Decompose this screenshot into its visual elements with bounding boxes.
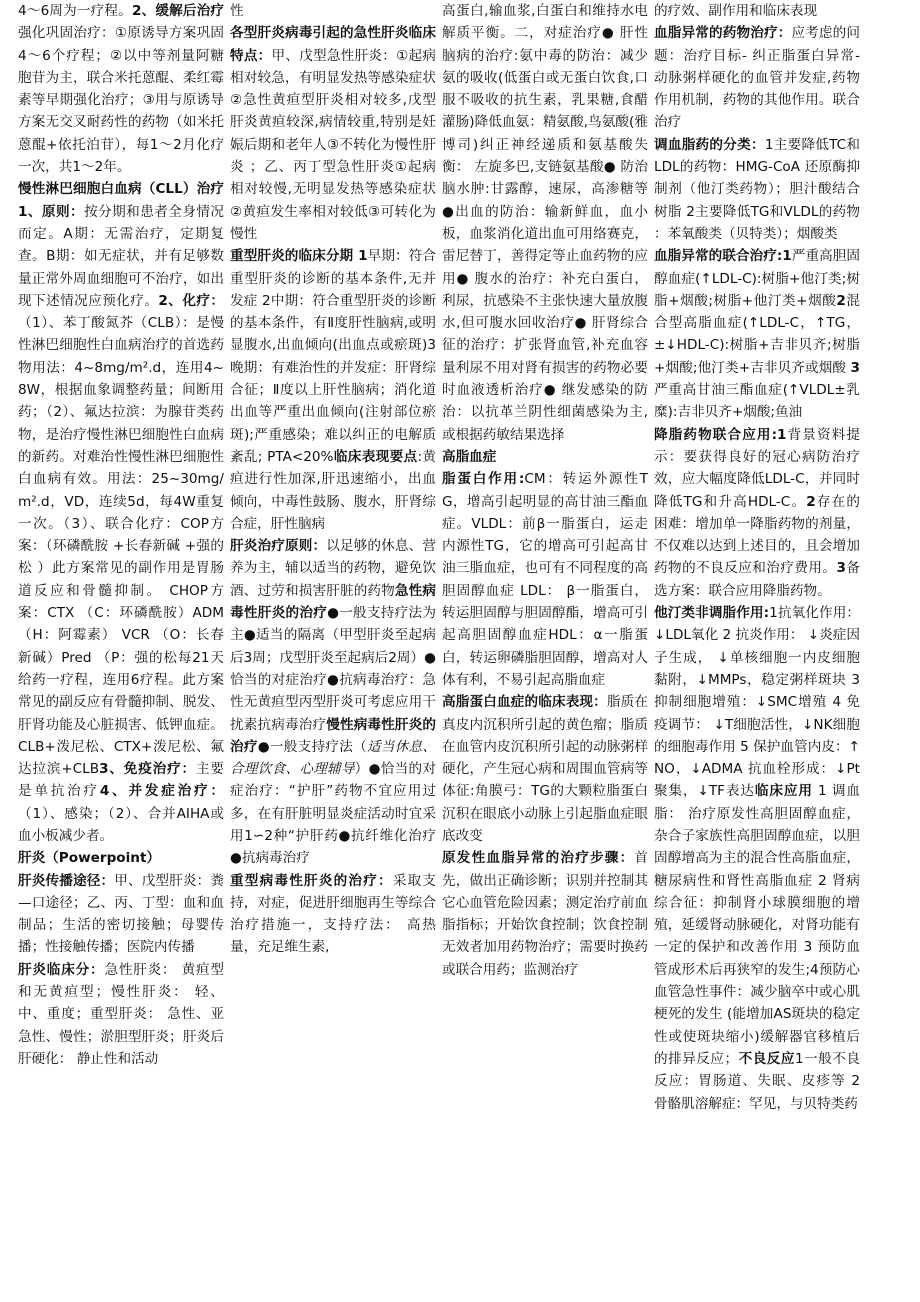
text-run: 应考虑的问题：治疗目标- 纠正脂蛋白异常- 动脉粥样硬化的血管并发症,药物作用机制，药物的其他作用。联合治疗 — [654, 25, 860, 131]
text-run: 1抗氧化作用： ↓LDL氧化 2 抗炎作用： ↓炎症因子生成， ↓单核细胞一内皮细胞黏附，↓MMPs，稳定粥样斑块 3抑制细胞增殖：↓SMC增殖 4 免疫调节： ↓T细胞活性，↓NK细胞的细胞毒作用 5 保护血管内皮：↑NO，↓ADMA 抗血栓形成：↓Pt聚集，↓TF表达 — [654, 605, 860, 800]
text-run: CM：转运外源性TG，增高引起明显的高甘油三酯血症。VLDL：前β一脂蛋白，运走内源性TG，它的增高可引起高甘油三脂血症，也可有不同程度的高胆固醇血症 LDL： β一脂蛋白，转运胆固醇与胆固醇酯，增高可引起高胆固醇血症HDL：α一脂蛋白，转运卵磷脂胆固醇，增高对人体有利，不易引起高脂血症 — [442, 471, 648, 688]
paragraph — [230, 870, 436, 959]
bold-heading-run: 高脂血症 — [442, 448, 497, 465]
paragraph — [18, 959, 224, 1070]
text-run: 采取支持，对症，促进肝细胞再生等综合治疗措施一，支持疗法： 高热量，充足维生素, — [230, 872, 436, 956]
bold-heading-run: 肝炎治疗原则： — [230, 538, 327, 555]
text-column-1 — [18, 0, 224, 1302]
bold-heading-run: 临床应用 — [754, 783, 813, 800]
bold-heading-run: 肝炎（Powerpoint） — [18, 850, 161, 867]
paragraph — [654, 0, 860, 22]
text-run: ●一般支持疗法为主●适当的隔离（甲型肝炎至起病后3周；戊型肝炎至起病后2周）●恰当的对症治疗●抗病毒治疗：急性无黄疸型丙型肝炎可考虑应用干扰素抗病毒治疗 — [230, 605, 436, 733]
bold-heading-run: 2 — [806, 493, 816, 510]
bold-heading-run: 不良反应 — [738, 1050, 795, 1067]
paragraph — [230, 22, 436, 245]
text-run: 存在的困难：增加单一降脂药物的剂量，不仅难以达到上述目的，且会增加药物的不良反应和治疗费用。 — [654, 493, 860, 577]
paragraph — [442, 847, 648, 981]
text-run: 急性肝炎： 黄疸型和无黄疸型；慢性肝炎： 轻、中、重度；重型肝炎： 急性、亚急性、慢性；淤胆型肝炎；肝炎后肝硬化： 静止性和活动 — [18, 961, 224, 1067]
bold-heading-run: 2 — [836, 292, 846, 309]
paragraph — [654, 134, 860, 245]
text-run: 强化巩固治疗：①原诱导方案巩固4～6个疗程；②以中等剂量阿糖胞苷为主，联合米托蒽醌、柔红霉素等早期强化治疗；③用与原诱导方案无交叉耐药性的药物（如米托蒽醌+依托泊苷），每1～2月化疗一次，共1～2年。 — [18, 25, 224, 176]
italic-text-run: 适当休息、合理饮食、心理辅导 — [230, 738, 436, 778]
text-run: 4～6周为一疗程。 — [18, 3, 132, 19]
bold-heading-run: 2、化疗： — [158, 292, 224, 309]
text-run: 严重高胆固醇血症(↑LDL-C):树脂+他汀类;树脂+烟酸;树脂+他汀类+烟酸 — [654, 248, 860, 309]
paragraph — [654, 245, 860, 423]
paragraph — [18, 870, 224, 959]
text-run: 1 调血脂： 治疗原发性高胆固醇血症，杂合子家族性高胆固醇血症，以胆固醇增高为主的混合性高脂血症，糖尿病性和肾性高脂血症 2 肾病综合征：抑制肾小球膜细胞的增殖，延缓肾动脉硬化，对肾功能有一定的保护和改善作用 3 预防血管成形术后再狭窄的发生;4预防心血管急性事件：减少脑卒中或心肌梗死的发生 (能增加AS斑块的稳定性或使斑块缩小)缓解器官移植后的排异反应； — [654, 783, 860, 1067]
paragraph — [442, 691, 648, 847]
text-run: 主要是单抗治疗 — [18, 761, 224, 800]
paragraph — [442, 446, 648, 468]
text-column-2 — [230, 0, 436, 1302]
text-run: 混合型高脂血症(↑LDL-C，↑TG，±↓HDL-C):树脂+吉非贝齐;树脂+烟酸;他汀类+吉非贝齐或烟酸 — [654, 292, 860, 376]
bold-heading-run: 肝炎临床分： — [18, 961, 105, 978]
text-run: 严重高甘油三酯血症(↑VLDL±乳糜):吉非贝齐+烟酸;鱼油 — [654, 382, 860, 421]
bold-heading-run: 原发性血脂异常的治疗步骤： — [442, 850, 635, 867]
bold-heading-run: 血脂异常的药物治疗： — [654, 25, 792, 42]
bold-heading-run: 他汀类非调脂作用: — [654, 605, 770, 622]
paragraph — [654, 424, 860, 602]
text-run: 甲、戊型急性肝炎：①起病相对较急，有明显发热等感染症状②急性黄疸型肝炎相对较多,戊型肝炎黄疸较深,病情较重,特别是妊娠后期和老年人③不转化为慢性肝炎 ；乙、丙丁型急性肝炎①起病相对较慢,无明显发热等感染症状②黄疸发生率相对较低③可转化为慢性 — [230, 47, 436, 242]
bold-heading-run: 高脂蛋白血症的临床表现： — [442, 694, 607, 711]
text-run: ●一般支持疗法（ — [257, 738, 367, 755]
document-page — [18, 0, 902, 1302]
bold-heading-run: 肝炎传播途径： — [18, 872, 115, 889]
paragraph — [18, 847, 224, 869]
text-run: 甲、戊型肝炎：粪—口途径；乙、丙、丁型：血和血制品；生活的密切接触；母婴传播；性接触传播；医院内传播 — [18, 872, 224, 956]
bold-heading-run: 3 — [850, 359, 860, 376]
bold-heading-run: 2、缓解后治疗 — [131, 3, 224, 19]
text-run: 1一般不良反应：胃肠道、失眠、皮疹等 2 骨骼肌溶解症：罕见，与贝特类药 — [654, 1050, 860, 1112]
text-run: 的疗效、副作用和临床表现 — [654, 3, 818, 19]
bold-heading-run: 脂蛋白作用: — [442, 471, 525, 488]
text-column-4 — [654, 0, 860, 1302]
paragraph — [230, 245, 436, 535]
bold-heading-run: 急性病毒性肝炎的治疗 — [230, 582, 436, 622]
text-run: 1主要降低TC和LDL的药物：HMG-CoA 还原酶抑制剂（他汀类药物）；胆汁酸结合树脂 2主要降低TG和VLDL的药物 ：苯氧酸类（贝特类）；烟酸类 — [654, 136, 860, 242]
bold-heading-run: 重型肝炎的临床分期 1 — [230, 248, 368, 265]
bold-heading-run: 3 — [836, 560, 846, 577]
text-run: 备选方案：联合应用降脂药物。 — [654, 560, 860, 599]
bold-heading-run: 3、免疫治疗： — [99, 761, 196, 778]
text-run: 按分期和患者全身情况而定。A期：无需治疗，定期复查。B期：如无症状，并有足够数量正常外周血细胞可不治疗，如出现下述情况应预化疗。 — [18, 203, 224, 309]
text-run: 脂质在真皮内沉积所引起的黄色瘤；脂质在血管内皮沉积所引起的动脉粥样硬化，产生冠心病和周围血管病等体征:角膜弓：TG的大颗粒脂蛋白沉积在眼底小动脉上引起脂血症眼底改变 — [442, 694, 648, 844]
text-run: （1）、苯丁酸氮芥（CLB）：是慢性淋巴细胞性白血病治疗的首选药物用法：4~8mg/m².d，连用4~8W，根据血象调整药量；间断用药；（2）、氟达拉滨：为腺苷类药物，是治疗慢性淋巴细胞性白血病的新药。对难治性慢性淋巴细胞性白血病有效。用法：25~30mg/m².d，VD，连续5d，每4W重复一次。（3）、联合化疗：COP方案：（环磷酰胺 +长春新碱 +强的松 ）此方案常见的副作用是胃肠道反应和骨髓抑制。 CHOP方案：CTX （C：环磷酰胺）ADM （H：阿霉素） VCR （O：长春新碱）Pred （P：强的松每21天给药一疗程，连用6疗程。此方案常见的副反应有骨髓抑制、脱发、肝肾功能及心脏损害、低钾血症。CLB+泼尼松、CTX+泼尼松、氟达拉滨+CLB — [18, 315, 224, 778]
text-run: （1）、感染；（2）、合并AIHA或血小板减少者。 — [18, 805, 224, 844]
bold-heading-run: 慢性淋巴细胞白血病（CLL）治疗 1、原则： — [18, 181, 224, 220]
text-run: 首先，做出正确诊断；识别并控制其它心血管危险因素；测定治疗前血脂指标；开始饮食控制；饮食控制无效者加用药物治疗；需要时换药或联合用药；监测治疗 — [442, 850, 648, 978]
text-run: 背景资料提示：要获得良好的冠心病防治疗效，应大幅度降低LDL-C，并同时降低TG和升高HDL-C。 — [654, 426, 860, 510]
bold-heading-run: 各型肝炎病毒引起的急性肝炎临床特点： — [230, 25, 436, 64]
paragraph — [442, 468, 648, 691]
text-run: :黄疸进行性加深,肝迅速缩小，出血倾向，中毒性鼓肠、腹水，肝肾综合症，肝性脑病 — [230, 448, 436, 532]
text-run: 高蛋白,输血浆,白蛋白和维持水电解质平衡。二，对症治疗● 肝性脑病的治疗:氨中毒的防治：减少氨的吸收(低蛋白或无蛋白饮食,口服不吸收的抗生素，乳果糖,食醋灌肠)降低血氨：精氨酸,鸟氨酸(雅博司)纠正神经递质和氨基酸失衡： 左旋多巴,支链氨基酸● 防治脑水肿:甘露醇，速尿，高渗糖等●出血的防治：输新鲜血，血小板，血浆消化道出血可用络赛克，雷尼替丁，善得定等止血药物的应用● 腹水的治疗：补充白蛋白，利尿，抗感染不主张快速大量放腹水,但可腹水回收治疗● 肝肾综合征的治疗：扩张肾血管,补充血容量利尿不用对肾有损害的药物必要时血液透析治疗● 继发感染的防治：以抗革兰阴性细菌感染为主,或根据药敏结果选择 — [442, 3, 648, 443]
bold-heading-run: 临床表现要点 — [333, 448, 418, 465]
paragraph — [654, 22, 860, 133]
bold-heading-run: 血脂异常的联合治疗:1 — [654, 248, 792, 265]
bold-heading-run: 降脂药物联合应用:1 — [654, 426, 787, 443]
paragraph — [654, 602, 860, 1115]
paragraph — [230, 535, 436, 869]
bold-heading-run: 重型病毒性肝炎的治疗： — [230, 872, 393, 889]
text-column-3 — [442, 0, 648, 1302]
paragraph — [18, 0, 224, 178]
paragraph — [442, 0, 648, 446]
bold-heading-run: 4、并发症治疗： — [99, 783, 224, 800]
bold-heading-run: 慢性病毒性肝炎的治疗 — [230, 716, 436, 755]
paragraph — [230, 0, 436, 22]
text-run: 性 — [230, 3, 244, 19]
bold-heading-run: 调血脂药的分类： — [654, 136, 765, 153]
text-run: 早期：符合重型肝炎的诊断的基本条件,无并发症 2中期：符合重型肝炎的诊断的基本条件，有Ⅱ度肝性脑病,或明显腹水,出血倾向(出血点或瘀斑)3 晚期：有难治性的并发症：肝肾综合征；Ⅱ度以上肝性脑病；消化道出血等严重出血倾向(注射部位瘀斑);严重感染；难以纠正的电解质紊乱; PTA<20% — [230, 248, 436, 465]
text-run: 以足够的休息、营养为主，辅以适当的药物，避免饮酒、过劳和损害肝脏的药物 — [230, 538, 436, 599]
text-run: ）●恰当的对症治疗：“护肝”药物不宜应用过多，在有肝脏明显炎症活动时宜采用1∽2种“护肝药●抗纤维化治疗●抗病毒治疗 — [230, 761, 436, 867]
paragraph — [18, 178, 224, 847]
